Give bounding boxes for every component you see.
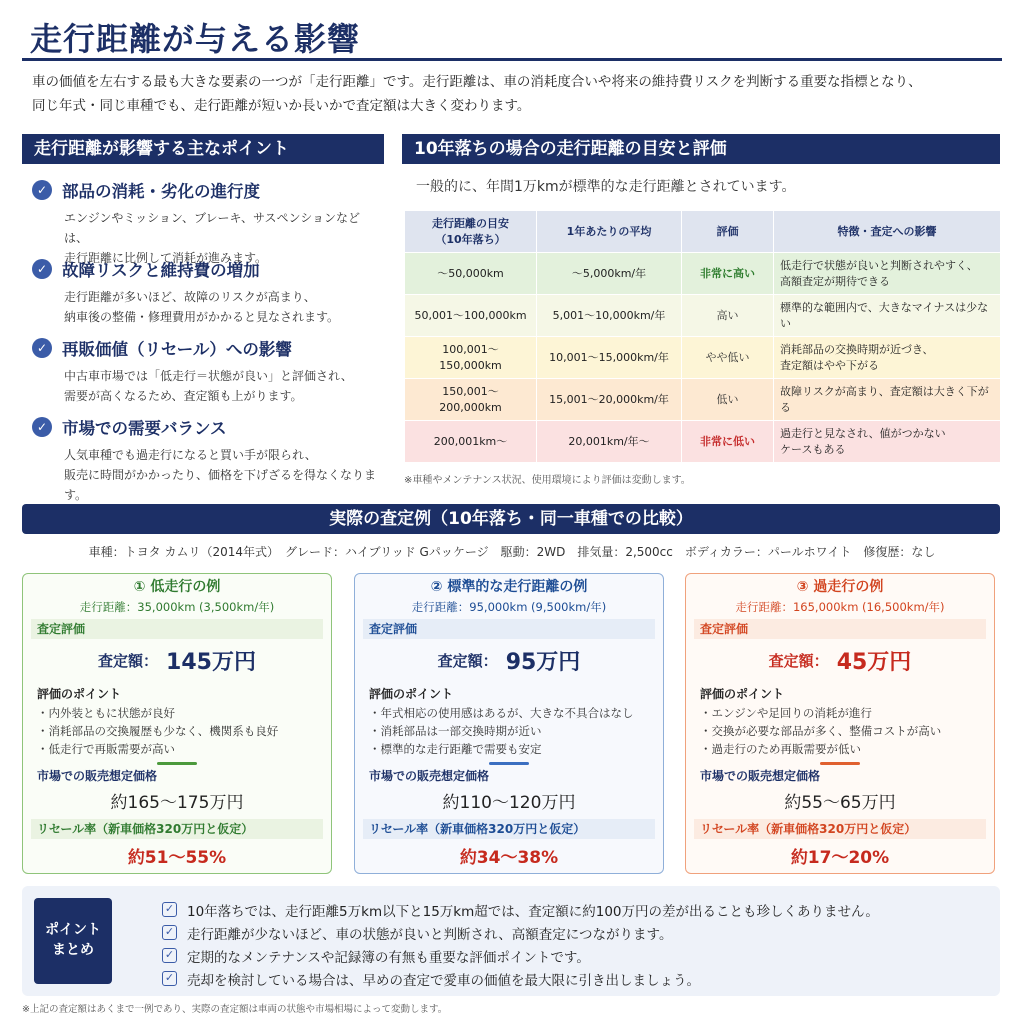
table-note: ※車種やメンテナンス状況、使用環境により評価は変動します。: [404, 475, 691, 486]
resale-rate-label: リセール率（新車価格320万円と仮定）: [694, 819, 986, 839]
eval-points-title: 評価のポイント: [700, 687, 785, 701]
summary-list: [162, 898, 879, 990]
cell-range: 〜50,000km: [405, 253, 537, 295]
card-mileage: 走行距離：35,000km (3,500km/年): [79, 600, 275, 614]
list-item: ・ 年式相応の使用感はあるが、大きな不具合はなし: [369, 704, 655, 722]
amount-value: 95万円: [505, 649, 581, 675]
cell-average: 15,001〜20,000km/年: [537, 379, 682, 421]
intro-line: 同じ年式・同じ車種でも、走行距離が短いか長いかで査定額は大きく変わります。: [32, 98, 531, 114]
intro-text: [32, 70, 1002, 118]
cell-average: 5,001〜10,000km/年: [537, 295, 682, 337]
summary-item: [162, 944, 879, 967]
cell-range: 100,001〜150,000km: [405, 337, 537, 379]
cell-feature: 標準的な範囲内で、大きなマイナスは少ない: [774, 295, 1001, 337]
title-divider: [22, 58, 1002, 61]
cell-feature: 低走行で状態が良いと判断されやすく、 高額査定が期待できる: [774, 253, 1001, 295]
appraisal-card-high-mileage: [685, 573, 995, 874]
market-price-label: 市場での販売想定価格: [700, 769, 821, 783]
point-line: 納車後の整備・修理費用がかかると見なされます。: [64, 310, 340, 324]
badge-line: まとめ: [52, 942, 94, 958]
eval-label: 査定評価: [363, 619, 655, 639]
check-circle-icon: ✓: [32, 259, 52, 279]
cell-average: 20,001km/年〜: [537, 421, 682, 463]
amount-value: 145万円: [166, 649, 256, 675]
cell-rating: やや低い: [682, 337, 774, 379]
column-header: 1年あたりの平均: [537, 211, 682, 253]
amount-value: 45万円: [836, 649, 912, 675]
summary-text: 定期的なメンテナンスや記録簿の有無も重要な評価ポイントです。: [187, 949, 590, 966]
point-line: 中古車市場では「低走行＝状態が良い」と評価され、: [64, 369, 353, 383]
eval-points-title: 評価のポイント: [37, 687, 122, 701]
eval-points-list: [363, 704, 655, 762]
summary-box: [22, 886, 1000, 996]
intro-line: 車の価値を左右する最も大きな要素の一つが「走行距離」です。走行距離は、車の消耗度合いや将来の維持費リスクを判断する重要な指標となり、: [32, 74, 922, 90]
point-item: [32, 336, 382, 415]
table-header-row: [405, 211, 1001, 253]
badge-line: ポイント: [45, 922, 101, 938]
cell-rating: 非常に低い: [682, 421, 774, 463]
appraisal-card-low-mileage: [22, 573, 332, 874]
point-line: 販売に時間がかかったり、価格を下げざるを得なくなります。: [64, 468, 377, 502]
point-line: 走行距離が多いほど、故障のリスクが高まり、: [64, 290, 316, 304]
resale-rate-value: 約34〜38%: [459, 848, 559, 868]
divider: [157, 762, 197, 765]
market-price-label: 市場での販売想定価格: [369, 769, 490, 783]
card-mileage: 走行距離：95,000km (9,500km/年): [411, 600, 607, 614]
resale-rate-label: リセール率（新車価格320万円と仮定）: [31, 819, 323, 839]
point-description: [64, 445, 382, 505]
list-item: ・ 内外装ともに状態が良好: [37, 704, 323, 722]
checkbox-check-icon: ✓: [162, 971, 177, 986]
cell-feature: 消耗部品の交換時期が近づき、 査定額はやや下がる: [774, 337, 1001, 379]
appraisal-amount: [31, 639, 323, 681]
cell-range: 50,001〜100,000km: [405, 295, 537, 337]
point-line: 人気車種でも過走行になると買い手が限られ、: [64, 448, 317, 462]
footnote: ※上記の査定額はあくまで一例であり、実際の査定額は車両の状態や市場相場によって変動します。: [22, 1004, 448, 1015]
checkbox-check-icon: ✓: [162, 948, 177, 963]
point-line: 需要が高くなるため、査定額も上がります。: [64, 389, 303, 403]
checkbox-check-icon: ✓: [162, 925, 177, 940]
card-title: ① 低走行の例: [133, 579, 221, 595]
summary-text: 走行距離が少ないほど、車の状態が良いと判断され、高額査定につながります。: [187, 926, 673, 943]
list-item: ・ 低走行で再販需要が高い: [37, 740, 323, 758]
check-circle-icon: ✓: [32, 180, 52, 200]
list-item: ・ 消耗部品の交換履歴も少なく、機関系も良好: [37, 722, 323, 740]
resale-rate-value: 約17〜20%: [790, 848, 890, 868]
cell-feature: 故障リスクが高まり、査定額は大きく下がる: [774, 379, 1001, 421]
check-circle-icon: ✓: [32, 417, 52, 437]
column-header: 走行距離の目安 （10年落ち）: [405, 211, 537, 253]
cell-range: 150,001〜200,000km: [405, 379, 537, 421]
checkbox-check-icon: ✓: [162, 902, 177, 917]
list-item: ・ 消耗部品は一部交換時期が近い: [369, 722, 655, 740]
point-item: [32, 178, 382, 265]
cell-feature: 過走行と見なされ、値がつかない ケースもある: [774, 421, 1001, 463]
cell-rating: 高い: [682, 295, 774, 337]
summary-item: [162, 921, 879, 944]
eval-label: 査定評価: [31, 619, 323, 639]
table-row: [405, 295, 1001, 337]
appraisal-card-standard-mileage: [354, 573, 664, 874]
table-row: [405, 337, 1001, 379]
column-header: 評価: [682, 211, 774, 253]
point-item: [32, 257, 382, 336]
summary-badge: [34, 898, 112, 984]
point-description: [64, 287, 382, 327]
cell-range: 200,001km〜: [405, 421, 537, 463]
cell-rating: 非常に高い: [682, 253, 774, 295]
resale-rate-label: リセール率（新車価格320万円と仮定）: [363, 819, 655, 839]
point-line: エンジンやミッション、ブレーキ、サスペンションなどは、: [64, 211, 360, 245]
points-heading: 走行距離が影響する主なポイント: [22, 134, 384, 164]
appraisal-amount: [694, 639, 986, 681]
table-row: [405, 421, 1001, 463]
mileage-table: [404, 210, 1001, 463]
divider: [489, 762, 529, 765]
market-price-value: 約165〜175万円: [110, 793, 244, 813]
list-item: ・ 交換が必要な部品が多く、整備コストが高い: [700, 722, 986, 740]
card-title: ② 標準的な走行距離の例: [430, 579, 588, 595]
check-circle-icon: ✓: [32, 338, 52, 358]
page-title: 走行距離が与える影響: [30, 20, 361, 58]
cell-average: 10,001〜15,000km/年: [537, 337, 682, 379]
eval-label: 査定評価: [694, 619, 986, 639]
table-row: [405, 253, 1001, 295]
point-title: 再販価値（リセール）への影響: [62, 340, 292, 359]
summary-item: [162, 898, 879, 921]
comparison-heading: 実際の査定例（10年落ち・同一車種での比較）: [22, 504, 1000, 534]
list-item: ・ エンジンや足回りの消耗が進行: [700, 704, 986, 722]
amount-label: 査定額：: [768, 651, 829, 670]
appraisal-amount: [363, 639, 655, 681]
eval-points-list: [694, 704, 986, 762]
point-title: 市場での需要バランス: [62, 419, 227, 438]
mileage-table-lead: 一般的に、年間1万kmが標準的な走行距離とされています。: [416, 179, 796, 195]
point-title: 故障リスクと維持費の増加: [62, 261, 260, 280]
points-list: [32, 178, 382, 502]
summary-text: 10年落ちでは、走行距離5万km以下と15万km超では、査定額に約100万円の差が出ることも珍しくありません。: [187, 903, 879, 920]
point-item: [32, 415, 382, 502]
point-description: [64, 366, 382, 406]
amount-label: 査定額：: [98, 651, 159, 670]
cell-average: 〜5,000km/年: [537, 253, 682, 295]
divider: [820, 762, 860, 765]
summary-text: 売却を検討している場合は、早めの査定で愛車の価値を最大限に引き出しましょう。: [187, 972, 700, 989]
card-title: ③ 過走行の例: [796, 579, 884, 595]
vehicle-spec: 車種：トヨタ カムリ（2014年式） グレード：ハイブリッド Gパッケージ 駆動：2WD 排気量：2,500cc ボディカラー：パールホワイト 修復歴：なし: [88, 545, 936, 559]
eval-points-title: 評価のポイント: [369, 687, 454, 701]
list-item: ・ 標準的な走行距離で需要も安定: [369, 740, 655, 758]
cell-rating: 低い: [682, 379, 774, 421]
list-item: ・ 過走行のため再販需要が低い: [700, 740, 986, 758]
resale-rate-value: 約51〜55%: [127, 848, 227, 868]
eval-points-list: [31, 704, 323, 762]
card-mileage: 走行距離：165,000km (16,500km/年): [735, 600, 945, 614]
table-row: [405, 379, 1001, 421]
market-price-value: 約110〜120万円: [442, 793, 576, 813]
market-price-label: 市場での販売想定価格: [37, 769, 158, 783]
point-title: 部品の消耗・劣化の進行度: [62, 182, 260, 201]
mileage-table-heading: 10年落ちの場合の走行距離の目安と評価: [402, 134, 1000, 164]
amount-label: 査定額：: [437, 651, 498, 670]
summary-item: [162, 967, 879, 990]
market-price-value: 約55〜65万円: [784, 793, 896, 813]
column-header: 特徴・査定への影響: [774, 211, 1001, 253]
point-line: 走行距離に比例して消耗が進みます。: [64, 251, 268, 265]
